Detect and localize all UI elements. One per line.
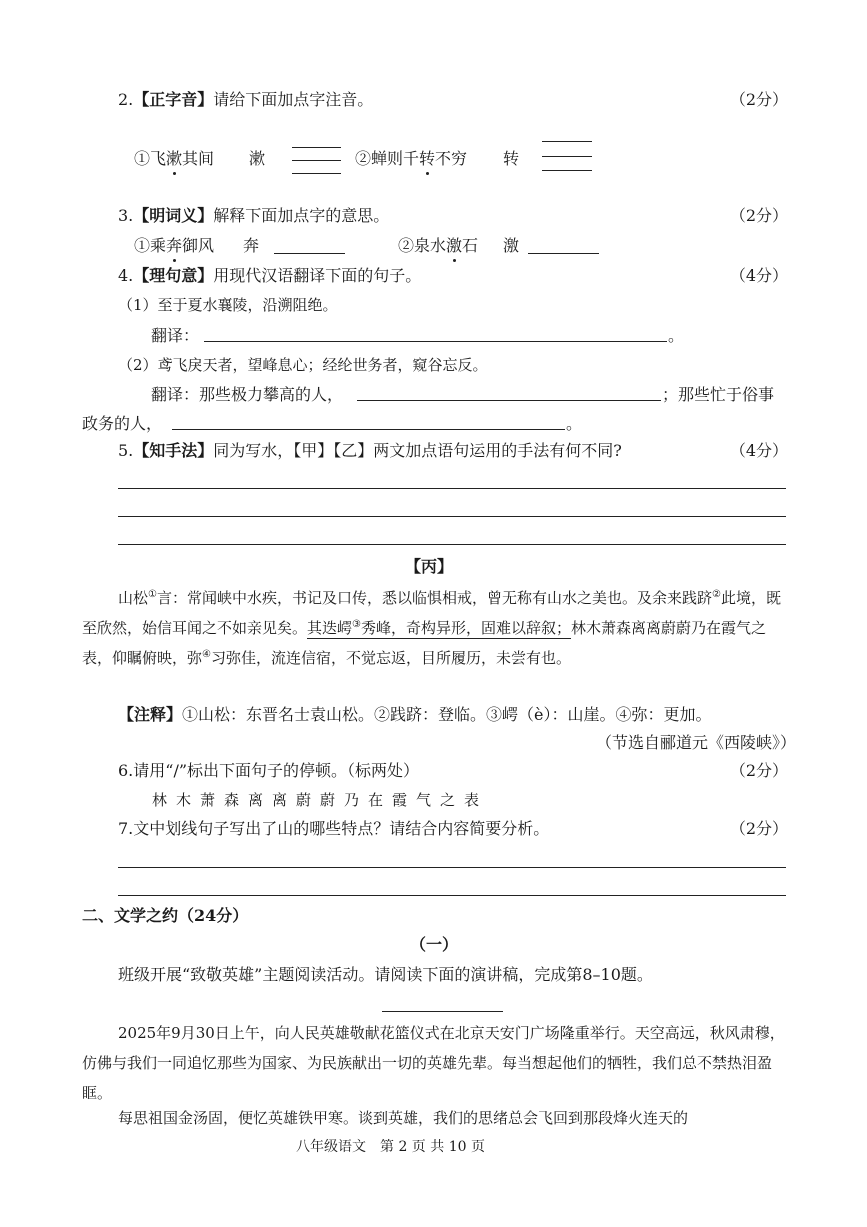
q2-score: （2分）	[729, 90, 788, 109]
q5-answer-line-2[interactable]	[118, 516, 786, 517]
q2-number: 2.	[118, 90, 134, 109]
q2-item1-dotted: 漱	[166, 149, 183, 168]
q2-item2-char: 转	[503, 149, 520, 168]
q7-answer-line-1[interactable]	[118, 867, 786, 868]
q2-prompt: 请给下面加点字注音。	[213, 90, 374, 109]
speech-paragraph-1: 2025年9月30日上午，向人民英雄敬献花篮仪式在北京天安门广场隆重举行。天空高远，秋风肃穆，仿佛与我们一同追忆那些为国家、为民族献出一切的英雄先辈。每当想起他们的牺牲，我们总不禁热泪盈眶。	[82, 1024, 785, 1102]
speech-paragraph-2: 每思祖国金汤固，便忆英雄铁甲寒。谈到英雄，我们的思绪总会飞回到那段烽火连天的	[118, 1109, 689, 1127]
passage-bing-notes: 【注释】①山松：东晋名士袁山松。②践跻：登临。③崿（è）：山崖。④弥：更加。	[118, 705, 712, 724]
q4-translate-label-1: 翻译：	[151, 326, 200, 345]
q7-question: 7.文中划线句子写出了山的哪些特点？请结合内容简要分析。	[118, 819, 550, 838]
q4-translate-label-2: 翻译：那些极力攀高的人，	[151, 385, 344, 404]
q3-item2: ②泉水激石	[398, 236, 479, 255]
q2-answer-line[interactable]	[292, 147, 341, 148]
page-footer: 八年级语文 第 2 页 共 10 页	[296, 1139, 485, 1155]
q3-answer-line-2[interactable]	[528, 253, 599, 254]
q2-item2: ②蝉则千转不穷	[355, 149, 468, 168]
q5-answer-line-1[interactable]	[118, 488, 786, 489]
q2-item1-char: 漱	[249, 149, 266, 168]
q3-item1-char: 奔	[243, 236, 260, 255]
q4-answer-line-1[interactable]	[204, 341, 667, 342]
q5-answer-line-3[interactable]	[118, 544, 786, 545]
q6-sentence[interactable]: 林木萧森离离蔚蔚乃在霞气之表	[152, 791, 489, 809]
passage-bing-text: 山松①言：常闻峡中水疾，书记及口传，悉以临惧相戒，曾无称有山水之美也。及余来践跻②此境，既至欣然，始信耳闻之不如亲见矣。其迭崿③秀峰，奇构异形，固难以辞叙；林木萧森离离蔚蔚乃在霞气之表，仰瞩俯映，弥④习弥佳，流连信宿，不觉忘返，目所履历，未尝有也。	[82, 589, 781, 667]
section-2-title: 二、文学之约（24分）	[82, 906, 249, 925]
q4-sentence-1: （1）至于夏水襄陵，沿溯阻绝。	[118, 296, 338, 314]
q6-score: （2分）	[729, 761, 788, 780]
q4-answer-line-2[interactable]	[357, 400, 661, 401]
q3-item2-char: 激	[503, 236, 520, 255]
section-2-intro: 班级开展“致敬英雄”主题阅读活动。请阅读下面的演讲稿，完成第8–10题。	[118, 965, 653, 984]
q2-answer-line[interactable]	[542, 141, 592, 142]
passage-bing-source: （节选自郦道元《西陵峡》）	[595, 733, 796, 752]
q2-tag: 【正字音】	[133, 90, 214, 109]
q2-answer-line[interactable]	[292, 160, 341, 161]
q3-item1: ①乘奔御风	[134, 236, 215, 255]
q4-sentence-2: （2）鸢飞戾天者，望峰息心；经纶世务者，窥谷忘反。	[118, 356, 488, 374]
q3-score: （2分）	[729, 206, 788, 225]
q2-answer-line[interactable]	[542, 170, 592, 171]
q3-question: 3.【明词义】解释下面加点字的意思。	[118, 206, 390, 225]
underlined-sentence: 其迭崿③秀峰，奇构异形，固难以辞叙；	[307, 619, 572, 637]
passage-bing-title: 【丙】	[405, 557, 454, 576]
q4-answer-line-3[interactable]	[172, 429, 565, 430]
section-2-subtitle: （一）	[410, 935, 459, 954]
q3-answer-line-1[interactable]	[274, 253, 345, 254]
q6-question: 6.请用“/”标出下面句子的停顿。（标两处）	[118, 761, 420, 780]
q7-answer-line-2[interactable]	[118, 895, 786, 896]
q2-answer-line[interactable]	[542, 156, 592, 157]
q4-score: （4分）	[729, 266, 788, 285]
q2-answer-line[interactable]	[292, 173, 341, 174]
q7-score: （2分）	[729, 819, 788, 838]
speech-title-blank[interactable]	[382, 1011, 503, 1012]
q2-item2-dotted: 转	[419, 149, 436, 168]
q4-question: 4.【理句意】用现代汉语翻译下面的句子。	[118, 266, 422, 285]
q2-item1: ①飞漱其间	[134, 149, 215, 168]
q5-question: 5.【知手法】同为写水，【甲】【乙】两文加点语句运用的手法有何不同?	[118, 441, 622, 460]
exam-page: 2.【正字音】请给下面加点字注音。 （2分） ①飞漱其间 漱 ②蝉则千转不穷 转 3.【明词义】解释下面加点字的意思。 （2分） ①乘奔御风 奔 ②泉水激石 激 4.【理句意】用现代汉语翻译下面的句子。 （4分） （1）至于夏水襄陵，沿溯阻绝。 翻译： 。 （2）鸢飞戾天者，望峰息心；经纶世务者，窥谷忘反。 翻译：那些极力攀高的人， ；那些忙于俗事 政务的人， 。 5.【知手法】同为写水，【甲】【乙】两文加点语句运用的手法有何不同? （4分） 【丙】 山松①言：常闻峡中水疾，书记及口传，悉以临惧相戒，曾无称有山水之美也。及余来践跻②此境，既至欣然，始信耳闻之不如亲见矣。其迭崿③秀峰，奇构异形，固难以辞叙；林木萧森离离蔚蔚乃在霞气之表，仰瞩俯映，弥④习弥佳，流连信宿，不觉忘返，目所履历，未尝有也。 【注释】①山松：东晋名士袁山松。②践跻：登临。③崿（è）：山崖。④弥：更加。 （节选自郦道元《西陵峡》） 6.请用“/”标出下面句子的停顿。（标两处） （2分） 林木萧森离离蔚蔚乃在霞气之表 7.文中划线句子写出了山的哪些特点？请结合内容简要分析。 （2分） 二、文学之约（24分） （一） 班级开展“致敬英雄”主题阅读活动。请阅读下面的演讲稿，完成第8–10题。 2025年9月30日上午，向人民英雄敬献花篮仪式在北京天安门广场隆重举行。天空高远，秋风肃穆，仿佛与我们一同追忆那些为国家、为民族献出一切的英雄先辈。每当想起他们的牺牲，我们总不禁热泪盈眶。 每思祖国金汤固，便忆英雄铁甲寒。谈到英雄，我们的思绪总会飞回到那段烽火连天的 八年级语文 第 2 页 共 10 页	[82, 90, 796, 1155]
q5-score: （4分）	[729, 441, 788, 460]
q2-question	[118, 89, 373, 111]
